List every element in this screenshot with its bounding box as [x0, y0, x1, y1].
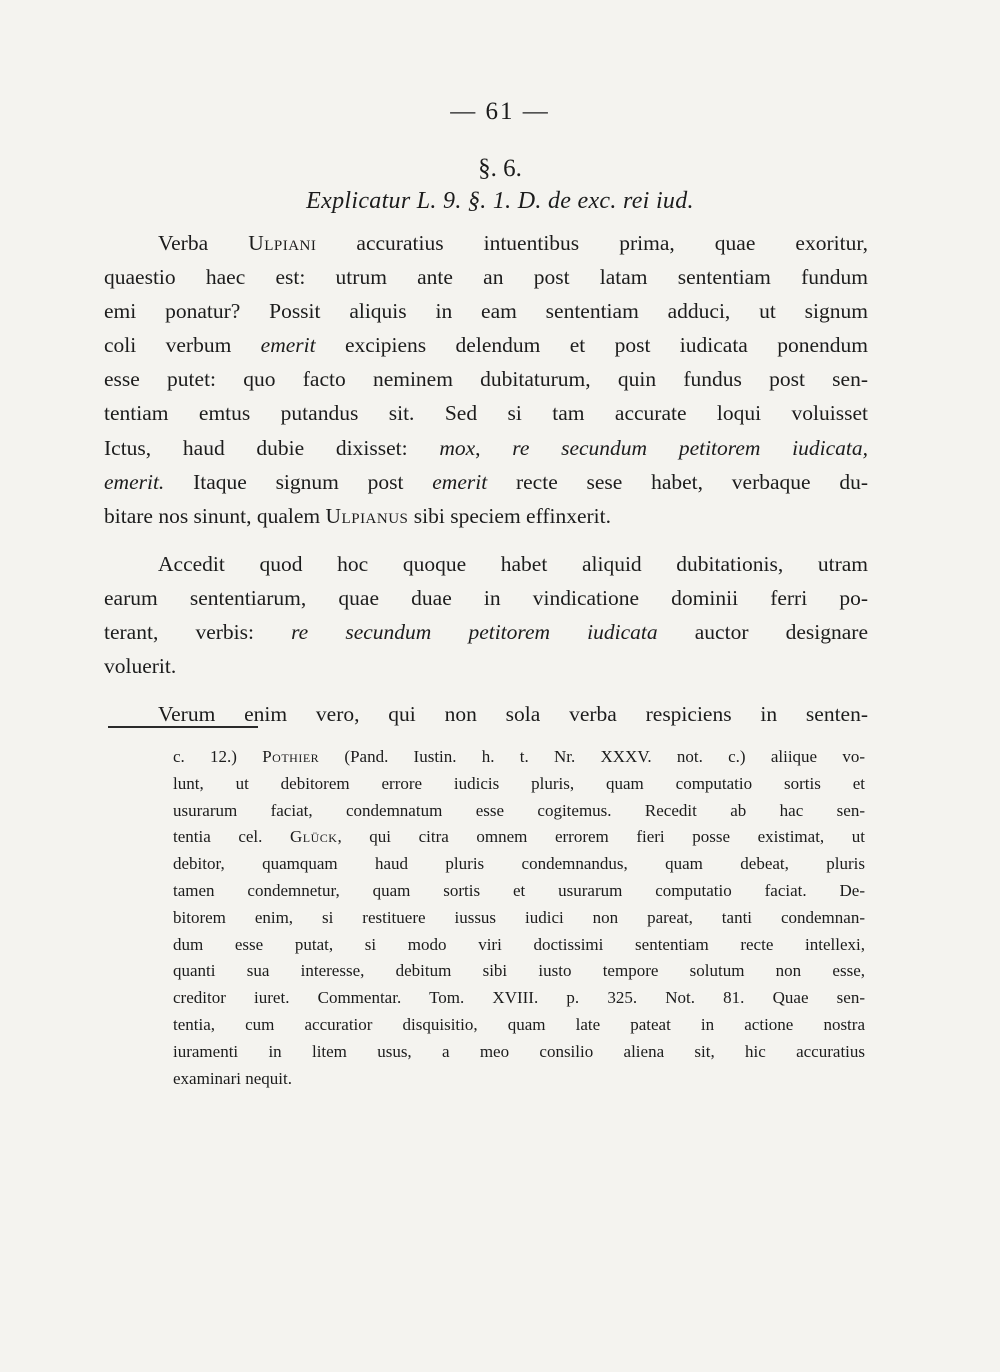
- text-line: [104, 294, 868, 328]
- text-run: tentia cel.: [173, 827, 290, 847]
- text-run: lunt, ut debitorem errore iudicis pluris, quam computatio sortis et: [173, 773, 865, 793]
- text-run: emi ponatur? Possit aliquis in eam sententiam adduci, ut signum: [104, 299, 868, 324]
- footnote-line: [173, 824, 865, 851]
- text-line: [104, 581, 868, 615]
- text-run: bitorem enim, si restituere iussus iudici non pareat, tanti condemnan-: [173, 907, 865, 927]
- text-run: Accedit quod hoc quoque habet aliquid dubitationis, utram: [158, 551, 868, 576]
- text-run: sibi speciem effinxerit.: [408, 503, 612, 528]
- text-run: Verum enim vero, qui non sola verba respiciens in senten-: [158, 702, 868, 727]
- text-run: re secundum petitorem iudicata: [291, 620, 658, 645]
- paragraph-gap: [104, 533, 868, 547]
- text-run: Itaque signum post: [164, 469, 433, 494]
- text-run: ,: [475, 435, 513, 460]
- footnote-line: [173, 798, 865, 825]
- footnote-line: [173, 771, 865, 798]
- text-run: c. 12.): [173, 747, 263, 766]
- text-run: iuramenti in litem usus, a meo consilio aliena sit, hic accuratius: [173, 1041, 865, 1061]
- footnote-line: [173, 932, 865, 959]
- text-run: Ictus, haud dubie dixisset:: [104, 435, 440, 460]
- text-run: dum esse putat, si modo viri doctissimi sententiam recte intellexi,: [173, 934, 865, 954]
- text-line: [104, 396, 868, 430]
- text-run: re secundum petitorem iudicata,: [512, 435, 868, 460]
- text-line: [104, 547, 868, 581]
- main-text: [104, 226, 868, 731]
- footnote-line: [173, 958, 865, 985]
- footnote-line: [173, 1066, 865, 1093]
- text-run: voluerit.: [104, 654, 177, 679]
- text-run: tentia, cum accuratior disquisitio, quam late pateat in actione nostra: [173, 1014, 865, 1034]
- text-run: Verba: [158, 231, 249, 255]
- footnote-line: [173, 1012, 865, 1039]
- text-line: [104, 431, 868, 465]
- text-run: accuratius intuentibus prima, quae exoritur,: [316, 231, 868, 255]
- footnote-line: [173, 985, 865, 1012]
- text-run: esse putet: quo facto neminem dubitaturum, quin fundus post sen-: [104, 367, 868, 392]
- text-run: tamen condemnetur, quam sortis et usurarum computatio faciat. De-: [173, 880, 865, 900]
- text-run: bitare nos sinunt, qualem: [104, 503, 326, 528]
- text-run: auctor designare: [657, 620, 868, 645]
- text-line: [104, 328, 868, 362]
- section-number: §. 6.: [478, 155, 522, 182]
- text-run: usurarum faciat, condemnatum esse cogitemus. Recedit ab hac sen-: [173, 800, 865, 820]
- text-run: Glück: [290, 827, 338, 847]
- text-run: emerit: [432, 469, 488, 494]
- footnote-line: [173, 851, 865, 878]
- text-run: coli verbum: [104, 333, 261, 358]
- paragraph-gap: [104, 683, 868, 697]
- text-run: tentiam emtus putandus sit. Sed si tam accurate loqui voluisset: [104, 401, 868, 426]
- text-run: Pothier: [262, 747, 320, 766]
- text-run: quanti sua interesse, debitum sibi iusto tempore solutum non esse,: [173, 961, 865, 981]
- text-run: terant, verbis:: [104, 620, 292, 645]
- text-run: emerit: [260, 333, 316, 358]
- text-run: Ulpianus: [325, 503, 409, 528]
- footnote-rule: [108, 726, 258, 728]
- text-run: excipiens delendum et post iudicata ponendum: [315, 333, 868, 358]
- footnote: [173, 744, 865, 1092]
- text-run: creditor iuret. Commentar. Tom. XVIII. p. 325. Not. 81. Quae sen-: [173, 988, 865, 1008]
- text-run: Ulpiani: [248, 231, 317, 255]
- text-run: earum sententiarum, quae duae in vindicatione dominii ferri po-: [104, 585, 868, 610]
- section-title: Explicatur L. 9. §. 1. D. de exc. rei iud.: [306, 188, 694, 214]
- text-run: , qui citra omnem errorem fieri posse existimat, ut: [337, 827, 865, 847]
- text-run: mox: [439, 435, 476, 460]
- text-line: [104, 615, 868, 649]
- footnote-line: [173, 905, 865, 932]
- footnote-line: [173, 744, 865, 771]
- text-line: [104, 260, 868, 294]
- text-run: debitor, quamquam haud pluris condemnandus, quam debeat, pluris: [173, 854, 865, 874]
- text-line: [104, 649, 868, 683]
- text-run: quaestio haec est: utrum ante an post latam sententiam fundum: [104, 265, 868, 290]
- text-run: recte sese habet, verbaque du-: [487, 469, 869, 494]
- text-run: emerit.: [104, 469, 165, 494]
- text-line: [104, 362, 868, 396]
- text-line: [104, 499, 868, 533]
- footnote-line: [173, 878, 865, 905]
- page-number: — 61 —: [450, 98, 550, 125]
- text-run: (Pand. Iustin. h. t. Nr. XXXV. not. c.) aliique vo-: [319, 747, 865, 766]
- text-line: [104, 226, 868, 260]
- footnote-line: [173, 1039, 865, 1066]
- text-line: [104, 465, 868, 499]
- text-run: examinari nequit.: [173, 1068, 292, 1088]
